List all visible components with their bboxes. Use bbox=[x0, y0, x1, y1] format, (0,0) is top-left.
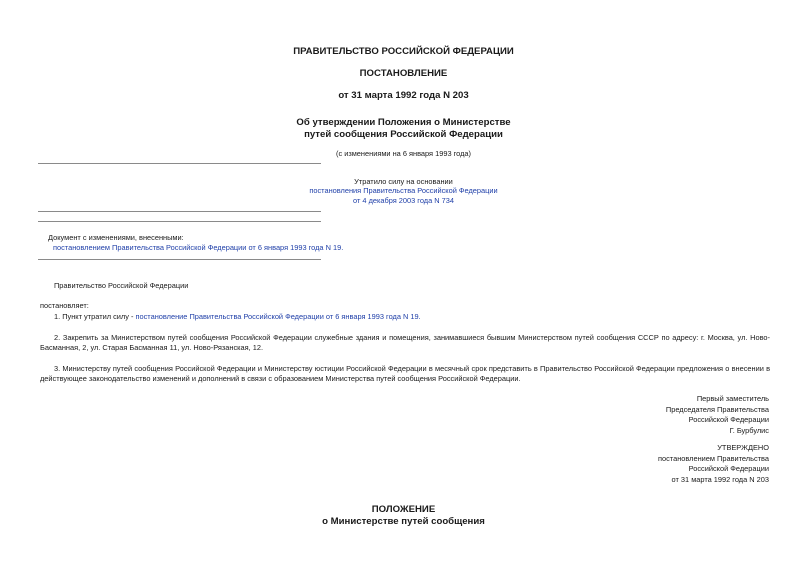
issuer: Правительство Российской Федерации bbox=[54, 281, 189, 290]
signature-line2: Председателя Правительства bbox=[665, 404, 769, 414]
paragraph-1-link[interactable]: постановление Правительства Российской Федерации от 6 января 1993 года N 19. bbox=[135, 312, 421, 321]
approved-line3: Российской Федерации bbox=[688, 464, 769, 473]
divider bbox=[38, 259, 321, 260]
signature-line1: Первый заместитель bbox=[696, 394, 769, 403]
signature-line3: Российской Федерации bbox=[688, 415, 769, 424]
document-title-line2: путей сообщения Российской Федерации bbox=[304, 129, 503, 140]
approved-block bbox=[658, 443, 769, 485]
changes-label: Документ с изменениями, внесенными: bbox=[48, 233, 184, 242]
document-title-line1: Об утверждении Положения о Министерстве bbox=[296, 117, 511, 128]
date-number: от 31 марта 1992 года N 203 bbox=[338, 90, 469, 101]
changes-link[interactable]: постановлением Правительства Российской Федерации от 6 января 1993 года N 19. bbox=[53, 243, 344, 252]
repeal-text: Утратило силу на основании bbox=[354, 177, 453, 186]
amendments-note: (с изменениями на 6 января 1993 года) bbox=[336, 149, 471, 158]
approved-line2: постановлением Правительства bbox=[658, 453, 769, 463]
paragraph-1 bbox=[54, 312, 421, 321]
paragraph-1-text: 1. Пункт утратил силу - bbox=[54, 312, 136, 321]
approved-title: УТВЕРЖДЕНО bbox=[717, 443, 769, 452]
regulation-title: ПОЛОЖЕНИЕ bbox=[371, 504, 436, 515]
paragraph-2: 2. Закрепить за Министерством путей сообщения Российской Федерации служебные здания и помещения, занимавшиеся бывшим Министерством путей сообщения СССР по адресу: г. Москва, ул. Ново-Басманная, 2, ул. Старая Басманная 11, ул. Ново-Рязанская, 12. bbox=[40, 333, 770, 352]
signature-name: Г. Бурбулис bbox=[729, 425, 769, 435]
divider bbox=[38, 163, 321, 164]
decrees: постановляет: bbox=[40, 301, 89, 310]
divider bbox=[38, 211, 321, 212]
government-title: ПРАВИТЕЛЬСТВО РОССИЙСКОЙ ФЕДЕРАЦИИ bbox=[293, 46, 514, 57]
paragraph-3: 3. Министерству путей сообщения Российской Федерации и Министерству юстиции Российской Федерации в месячный срок представить в Правительство Российской Федерации предложения о внесении в действующее законодательство изменений и дополнений в связи с образованием Министерства путей сообщения Российской Федерации. bbox=[40, 364, 770, 383]
approved-date: от 31 марта 1992 года N 203 bbox=[671, 474, 769, 484]
repeal-link-line1[interactable]: постановления Правительства Российской Федерации bbox=[309, 186, 498, 195]
signature-block bbox=[666, 394, 769, 436]
divider bbox=[38, 221, 321, 222]
repeal-link-line2[interactable]: от 4 декабря 2003 года N 734 bbox=[353, 196, 454, 205]
regulation-subtitle: о Министерстве путей сообщения bbox=[322, 516, 485, 527]
document-type: ПОСТАНОВЛЕНИЕ bbox=[359, 68, 448, 79]
